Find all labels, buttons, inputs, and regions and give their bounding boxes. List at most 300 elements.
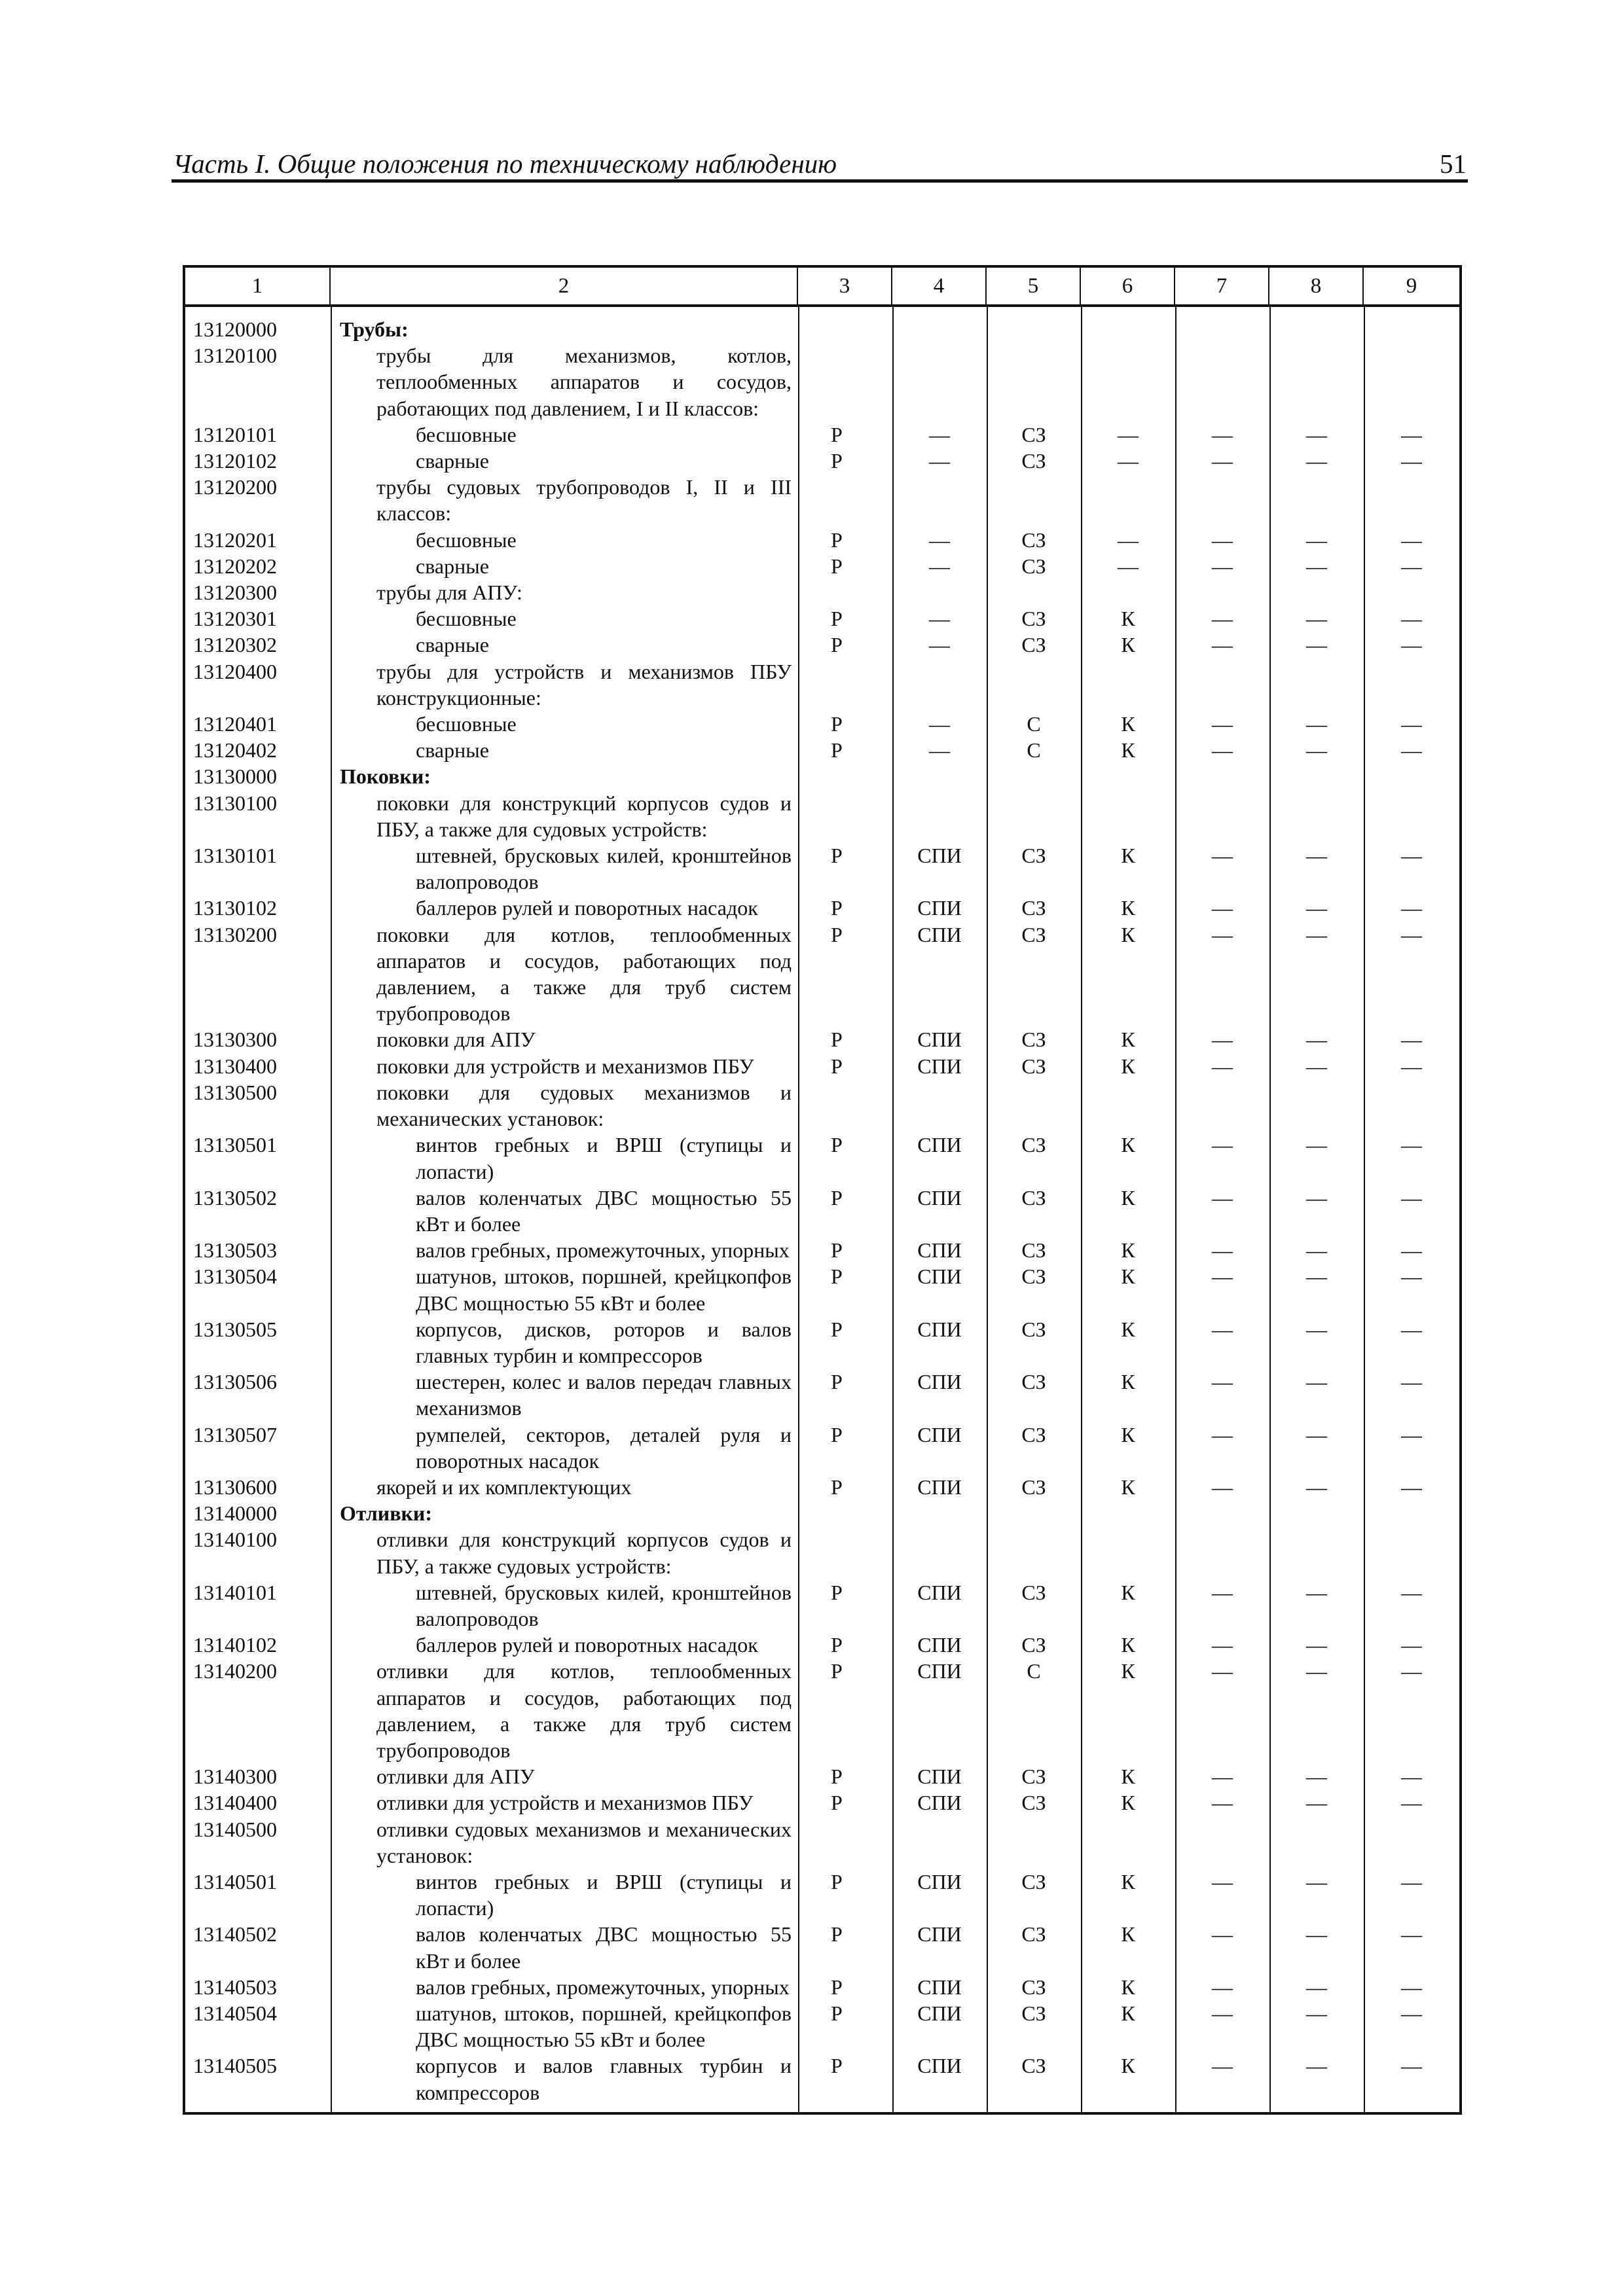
cell-col-3 bbox=[798, 474, 892, 526]
cell-col-8: — bbox=[1306, 1659, 1327, 1683]
cell-col-4: СПИ bbox=[917, 1975, 962, 1999]
cell-col-5: СЗ bbox=[1021, 1975, 1046, 1999]
cell-col-3: Р bbox=[831, 844, 843, 868]
column-number: 8 bbox=[1269, 268, 1364, 304]
cell-col-4: СПИ bbox=[917, 1659, 962, 1683]
item-name: поковки для АПУ bbox=[376, 1028, 536, 1052]
cell-col-6: К bbox=[1121, 1633, 1135, 1657]
cell-col-4: СПИ bbox=[917, 844, 962, 868]
cell-col-6 bbox=[1081, 1816, 1175, 1869]
cell-col-3: Р bbox=[831, 922, 843, 946]
item-name: поковки для конструкций корпусов судов и ПБУ, а также для судовых устройств: bbox=[376, 791, 792, 841]
cell-col-6: К bbox=[1121, 2001, 1135, 2025]
cell-col-5: СЗ bbox=[1021, 1791, 1046, 1815]
column-number: 4 bbox=[892, 268, 987, 304]
cell-col-5: СЗ bbox=[1021, 1265, 1046, 1289]
item-name: винтов гребных и ВРШ (ступицы и лопасти) bbox=[416, 1133, 792, 1183]
cell-col-6: К bbox=[1121, 922, 1135, 946]
cell-col-4 bbox=[892, 658, 987, 711]
item-code: 13130506 bbox=[193, 1370, 277, 1394]
cell-col-5: СЗ bbox=[1021, 1370, 1046, 1394]
cell-col-4: СПИ bbox=[917, 1054, 962, 1078]
cell-col-7: — bbox=[1212, 1475, 1233, 1499]
cell-col-9 bbox=[1364, 763, 1459, 789]
item-name: трубы судовых трубопроводов I, II и III классов: bbox=[376, 475, 792, 526]
cell-col-7: — bbox=[1212, 1422, 1233, 1446]
cell-col-4 bbox=[892, 579, 987, 605]
column-number: 3 bbox=[798, 268, 892, 304]
cell-col-9: — bbox=[1401, 738, 1422, 762]
table-row bbox=[185, 658, 1459, 711]
cell-col-3: Р bbox=[831, 554, 843, 578]
item-code: 13130505 bbox=[193, 1317, 277, 1341]
cell-col-3 bbox=[798, 790, 892, 842]
cell-col-6 bbox=[1081, 658, 1175, 711]
cell-col-7 bbox=[1175, 1500, 1269, 1526]
item-name: поковки для судовых механизмов и механических установок: bbox=[376, 1080, 792, 1131]
cell-col-5 bbox=[987, 1526, 1081, 1579]
cell-col-7: — bbox=[1212, 1975, 1233, 1999]
cell-col-9: — bbox=[1401, 1659, 1422, 1683]
cell-col-8 bbox=[1269, 1526, 1364, 1579]
table-row bbox=[185, 422, 1459, 448]
item-name: отливки для котлов, теплообменных аппаратов и сосудов, работающих под давлением, а также для труб систем трубопроводов bbox=[376, 1659, 792, 1762]
item-code: 13140400 bbox=[193, 1791, 277, 1815]
item-code: 13130400 bbox=[193, 1054, 277, 1078]
cell-col-7 bbox=[1175, 579, 1269, 605]
item-code: 13120202 bbox=[193, 554, 277, 578]
cell-col-4: — bbox=[929, 738, 950, 762]
cell-col-4: СПИ bbox=[917, 1475, 962, 1499]
cell-col-9: — bbox=[1401, 554, 1422, 578]
cell-col-7: — bbox=[1212, 1791, 1233, 1815]
cell-col-8 bbox=[1269, 658, 1364, 711]
cell-col-5 bbox=[987, 1079, 1081, 1132]
cell-col-4 bbox=[892, 763, 987, 789]
cell-col-9: — bbox=[1401, 528, 1422, 552]
cell-col-9: — bbox=[1401, 1765, 1422, 1789]
cell-col-8: — bbox=[1306, 1869, 1327, 1893]
cell-col-5: СЗ bbox=[1021, 844, 1046, 868]
cell-col-8: — bbox=[1306, 1475, 1327, 1499]
table-row bbox=[185, 632, 1459, 658]
cell-col-9: — bbox=[1401, 1028, 1422, 1052]
cell-col-3 bbox=[798, 342, 892, 422]
cell-col-9: — bbox=[1401, 422, 1422, 446]
cell-col-7: — bbox=[1212, 1265, 1233, 1289]
cell-col-9 bbox=[1364, 1816, 1459, 1869]
cell-col-8: — bbox=[1306, 2054, 1327, 2078]
item-name: штевней, брусковых килей, кронштейнов валопроводов bbox=[416, 1580, 792, 1630]
cell-col-4 bbox=[892, 1816, 987, 1869]
cell-col-8: — bbox=[1306, 2001, 1327, 2025]
item-code: 13120101 bbox=[193, 422, 277, 446]
cell-col-4: — bbox=[929, 528, 950, 552]
item-code: 13130000 bbox=[193, 764, 277, 789]
column-divider bbox=[1269, 307, 1271, 2112]
item-name: валов коленчатых ДВС мощностью 55 кВт и более bbox=[416, 1185, 792, 1236]
column-divider bbox=[1081, 307, 1082, 2112]
table-row bbox=[185, 474, 1459, 526]
table-row bbox=[185, 737, 1459, 763]
table-body bbox=[185, 307, 1459, 2112]
running-header-title: Часть I. Общие положения по техническому наблюдению bbox=[173, 149, 837, 179]
cell-col-6: К bbox=[1121, 1975, 1135, 1999]
cell-col-4 bbox=[892, 474, 987, 526]
item-name: шестерен, колес и валов передач главных механизмов bbox=[416, 1370, 792, 1420]
cell-col-3: Р bbox=[831, 528, 843, 552]
cell-col-3 bbox=[798, 1500, 892, 1526]
table-row bbox=[185, 1921, 1459, 1973]
cell-col-4 bbox=[892, 1526, 987, 1579]
cell-col-8: — bbox=[1306, 1765, 1327, 1789]
cell-col-7: — bbox=[1212, 633, 1233, 657]
item-code: 13130503 bbox=[193, 1238, 277, 1263]
table-row bbox=[185, 1316, 1459, 1369]
cell-col-4: СПИ bbox=[917, 1265, 962, 1289]
item-code: 13140300 bbox=[193, 1765, 277, 1789]
cell-col-6: К bbox=[1121, 633, 1135, 657]
cell-col-5: СЗ bbox=[1021, 1922, 1046, 1946]
table-row bbox=[185, 1026, 1459, 1052]
cell-col-9 bbox=[1364, 1526, 1459, 1579]
cell-col-3 bbox=[798, 763, 892, 789]
table-row bbox=[185, 1816, 1459, 1869]
item-name: трубы для механизмов, котлов, теплообменных аппаратов и сосудов, работающих под давлением, I и II классов: bbox=[376, 344, 792, 420]
cell-col-7: — bbox=[1212, 896, 1233, 920]
cell-col-3: Р bbox=[831, 1265, 843, 1289]
item-code: 13120200 bbox=[193, 475, 277, 499]
table-row bbox=[185, 1632, 1459, 1658]
cell-col-7: — bbox=[1212, 844, 1233, 868]
item-code: 13120302 bbox=[193, 633, 277, 657]
item-name: штевней, брусковых килей, кронштейнов валопроводов bbox=[416, 844, 792, 894]
item-name: Поковки: bbox=[340, 764, 431, 789]
cell-col-6 bbox=[1081, 763, 1175, 789]
cell-col-9: — bbox=[1401, 1975, 1422, 1999]
cell-col-7: — bbox=[1212, 1054, 1233, 1078]
cell-col-9: — bbox=[1401, 1317, 1422, 1341]
item-name: отливки судовых механизмов и механических установок: bbox=[376, 1817, 792, 1867]
table-row bbox=[185, 1869, 1459, 1921]
cell-col-8 bbox=[1269, 316, 1364, 342]
table-row bbox=[185, 1974, 1459, 2000]
cell-col-3 bbox=[798, 1816, 892, 1869]
cell-col-5 bbox=[987, 658, 1081, 711]
item-code: 13120402 bbox=[193, 738, 277, 762]
item-code: 13130100 bbox=[193, 791, 277, 815]
cell-col-8: — bbox=[1306, 422, 1327, 446]
item-code: 13120102 bbox=[193, 449, 277, 473]
cell-col-5: СЗ bbox=[1021, 1765, 1046, 1789]
item-name: винтов гребных и ВРШ (ступицы и лопасти) bbox=[416, 1869, 792, 1920]
cell-col-7: — bbox=[1212, 1580, 1233, 1604]
cell-col-4: — bbox=[929, 449, 950, 473]
cell-col-5 bbox=[987, 474, 1081, 526]
cell-col-3: Р bbox=[831, 1054, 843, 1078]
table-row bbox=[185, 1579, 1459, 1632]
item-code: 13120300 bbox=[193, 581, 277, 605]
table-row bbox=[185, 2053, 1459, 2105]
cell-col-8: — bbox=[1306, 554, 1327, 578]
cell-col-8: — bbox=[1306, 449, 1327, 473]
cell-col-4: СПИ bbox=[917, 1028, 962, 1052]
item-code: 13140200 bbox=[193, 1659, 277, 1683]
item-name: корпусов и валов главных турбин и компрессоров bbox=[416, 2054, 792, 2104]
cell-col-4: СПИ bbox=[917, 1633, 962, 1657]
item-name: румпелей, секторов, деталей руля и поворотных насадок bbox=[416, 1422, 792, 1473]
cell-col-4: СПИ bbox=[917, 1370, 962, 1394]
cell-col-7: — bbox=[1212, 1238, 1233, 1263]
page-number: 51 bbox=[1440, 149, 1467, 179]
cell-col-4: — bbox=[929, 633, 950, 657]
cell-col-5: СЗ bbox=[1021, 1475, 1046, 1499]
cell-col-3: Р bbox=[831, 1422, 843, 1446]
cell-col-3 bbox=[798, 579, 892, 605]
cell-col-4: СПИ bbox=[917, 922, 962, 946]
cell-col-5: СЗ bbox=[1021, 922, 1046, 946]
cell-col-8: — bbox=[1306, 1238, 1327, 1263]
cell-col-5 bbox=[987, 1816, 1081, 1869]
cell-col-6: К bbox=[1121, 1265, 1135, 1289]
cell-col-8 bbox=[1269, 474, 1364, 526]
cell-col-3: Р bbox=[831, 712, 843, 736]
cell-col-5: СЗ bbox=[1021, 422, 1046, 446]
cell-col-7: — bbox=[1212, 554, 1233, 578]
cell-col-8: — bbox=[1306, 1028, 1327, 1052]
item-code: 13130101 bbox=[193, 844, 277, 868]
cell-col-9 bbox=[1364, 658, 1459, 711]
cell-col-5 bbox=[987, 790, 1081, 842]
cell-col-3: Р bbox=[831, 1765, 843, 1789]
table-row bbox=[185, 2000, 1459, 2053]
item-code: 13140505 bbox=[193, 2054, 277, 2078]
item-code: 13120000 bbox=[193, 317, 277, 341]
column-divider bbox=[892, 307, 894, 2112]
table-row bbox=[185, 1422, 1459, 1474]
cell-col-6: К bbox=[1121, 1869, 1135, 1893]
item-name: сварные bbox=[416, 554, 489, 578]
item-name: бесшовные bbox=[416, 422, 517, 446]
cell-col-8: — bbox=[1306, 844, 1327, 868]
cell-col-4: СПИ bbox=[917, 1422, 962, 1446]
cell-col-3: Р bbox=[831, 1133, 843, 1157]
cell-col-6: К bbox=[1121, 1922, 1135, 1946]
cell-col-3: Р bbox=[831, 449, 843, 473]
cell-col-5: СЗ bbox=[1021, 896, 1046, 920]
cell-col-9: — bbox=[1401, 1475, 1422, 1499]
cell-col-3: Р bbox=[831, 2001, 843, 2025]
cell-col-8: — bbox=[1306, 1133, 1327, 1157]
cell-col-3: Р bbox=[831, 896, 843, 920]
cell-col-9 bbox=[1364, 579, 1459, 605]
item-name: трубы для АПУ: bbox=[376, 581, 522, 605]
item-code: 13130102 bbox=[193, 896, 277, 920]
cell-col-5: С bbox=[1027, 738, 1041, 762]
item-name: бесшовные bbox=[416, 528, 517, 552]
cell-col-9: — bbox=[1401, 844, 1422, 868]
item-name: баллеров рулей и поворотных насадок bbox=[416, 1633, 758, 1657]
cell-col-5 bbox=[987, 1500, 1081, 1526]
cell-col-7: — bbox=[1212, 449, 1233, 473]
cell-col-8: — bbox=[1306, 633, 1327, 657]
cell-col-4 bbox=[892, 1500, 987, 1526]
cell-col-8 bbox=[1269, 1500, 1364, 1526]
cell-col-3: Р bbox=[831, 1028, 843, 1052]
cell-col-6 bbox=[1081, 316, 1175, 342]
item-name: поковки для устройств и механизмов ПБУ bbox=[376, 1054, 754, 1078]
column-divider bbox=[1175, 307, 1176, 2112]
cell-col-6: К bbox=[1121, 1370, 1135, 1394]
cell-col-7 bbox=[1175, 1079, 1269, 1132]
cell-col-6: К bbox=[1121, 1659, 1135, 1683]
cell-col-8: — bbox=[1306, 712, 1327, 736]
cell-col-4: СПИ bbox=[917, 1580, 962, 1604]
cell-col-7: — bbox=[1212, 607, 1233, 631]
cell-col-8 bbox=[1269, 1079, 1364, 1132]
item-code: 13130600 bbox=[193, 1475, 277, 1499]
cell-col-8: — bbox=[1306, 1633, 1327, 1657]
cell-col-8 bbox=[1269, 579, 1364, 605]
cell-col-3: Р bbox=[831, 422, 843, 446]
cell-col-9: — bbox=[1401, 1922, 1422, 1946]
cell-col-5: СЗ bbox=[1021, 1869, 1046, 1893]
table-row bbox=[185, 1237, 1459, 1263]
column-divider bbox=[798, 307, 799, 2112]
cell-col-7: — bbox=[1212, 2001, 1233, 2025]
table-row bbox=[185, 1789, 1459, 1816]
cell-col-5 bbox=[987, 342, 1081, 422]
cell-col-5: СЗ bbox=[1021, 2054, 1046, 2078]
cell-col-3: Р bbox=[831, 607, 843, 631]
item-code: 13140100 bbox=[193, 1528, 277, 1552]
cell-col-7: — bbox=[1212, 2054, 1233, 2078]
table-row bbox=[185, 553, 1459, 579]
cell-col-6 bbox=[1081, 790, 1175, 842]
cell-col-3: Р bbox=[831, 1317, 843, 1341]
cell-col-4: — bbox=[929, 712, 950, 736]
cell-col-5 bbox=[987, 763, 1081, 789]
item-code: 13120100 bbox=[193, 344, 277, 368]
cell-col-5: СЗ bbox=[1021, 1028, 1046, 1052]
item-name: корпусов, дисков, роторов и валов главных турбин и компрессоров bbox=[416, 1317, 792, 1367]
table-row bbox=[185, 1526, 1459, 1579]
cell-col-9: — bbox=[1401, 1370, 1422, 1394]
cell-col-6 bbox=[1081, 1500, 1175, 1526]
cell-col-4 bbox=[892, 316, 987, 342]
cell-col-8: — bbox=[1306, 1054, 1327, 1078]
cell-col-7 bbox=[1175, 658, 1269, 711]
cell-col-8 bbox=[1269, 763, 1364, 789]
cell-col-5: СЗ bbox=[1021, 1580, 1046, 1604]
item-code: 13130300 bbox=[193, 1028, 277, 1052]
cell-col-7: — bbox=[1212, 1370, 1233, 1394]
cell-col-5: СЗ bbox=[1021, 1238, 1046, 1263]
cell-col-7 bbox=[1175, 790, 1269, 842]
cell-col-7: — bbox=[1212, 422, 1233, 446]
table-row bbox=[185, 1079, 1459, 1132]
cell-col-3 bbox=[798, 1526, 892, 1579]
cell-col-8: — bbox=[1306, 528, 1327, 552]
cell-col-4: СПИ bbox=[917, 1133, 962, 1157]
column-divider bbox=[1364, 307, 1365, 2112]
item-name: валов гребных, промежуточных, упорных bbox=[416, 1238, 790, 1263]
cell-col-5: С bbox=[1027, 712, 1041, 736]
table-row bbox=[185, 579, 1459, 605]
cell-col-7 bbox=[1175, 1816, 1269, 1869]
cell-col-3: Р bbox=[831, 1791, 843, 1815]
item-code: 13140102 bbox=[193, 1633, 277, 1657]
column-number: 5 bbox=[987, 268, 1081, 304]
cell-col-6: К bbox=[1121, 1185, 1135, 1210]
cell-col-3 bbox=[798, 1079, 892, 1132]
cell-col-7: — bbox=[1212, 738, 1233, 762]
item-code: 13130501 bbox=[193, 1133, 277, 1157]
cell-col-9: — bbox=[1401, 1422, 1422, 1446]
table-row bbox=[185, 922, 1459, 1027]
cell-col-8: — bbox=[1306, 1370, 1327, 1394]
item-code: 13120201 bbox=[193, 528, 277, 552]
cell-col-9 bbox=[1364, 474, 1459, 526]
cell-col-6: К bbox=[1121, 1791, 1135, 1815]
cell-col-9: — bbox=[1401, 1238, 1422, 1263]
cell-col-5: СЗ bbox=[1021, 607, 1046, 631]
item-name: Трубы: bbox=[340, 317, 409, 341]
item-code: 13130502 bbox=[193, 1185, 277, 1210]
cell-col-9 bbox=[1364, 1079, 1459, 1132]
cell-col-5: СЗ bbox=[1021, 1317, 1046, 1341]
item-name: валов коленчатых ДВС мощностью 55 кВт и более bbox=[416, 1922, 792, 1973]
cell-col-7 bbox=[1175, 1526, 1269, 1579]
cell-col-5: СЗ bbox=[1021, 1133, 1046, 1157]
cell-col-5 bbox=[987, 579, 1081, 605]
cell-col-3 bbox=[798, 658, 892, 711]
cell-col-8: — bbox=[1306, 1317, 1327, 1341]
table-row bbox=[185, 342, 1459, 422]
table-row bbox=[185, 1185, 1459, 1237]
cell-col-9: — bbox=[1401, 1580, 1422, 1604]
cell-col-6: К bbox=[1121, 1133, 1135, 1157]
cell-col-9: — bbox=[1401, 922, 1422, 946]
cell-col-8: — bbox=[1306, 1975, 1327, 1999]
cell-col-3: Р bbox=[831, 738, 843, 762]
cell-col-9: — bbox=[1401, 2054, 1422, 2078]
cell-col-5 bbox=[987, 316, 1081, 342]
cell-col-6: — bbox=[1118, 449, 1139, 473]
cell-col-9: — bbox=[1401, 2001, 1422, 2025]
cell-col-6: К bbox=[1121, 1054, 1135, 1078]
item-name: отливки для конструкций корпусов судов и ПБУ, а также судовых устройств: bbox=[376, 1528, 792, 1578]
cell-col-8: — bbox=[1306, 1922, 1327, 1946]
item-name: сварные bbox=[416, 449, 489, 473]
cell-col-9: — bbox=[1401, 1185, 1422, 1210]
cell-col-9 bbox=[1364, 342, 1459, 422]
table-row bbox=[185, 790, 1459, 842]
cell-col-9: — bbox=[1401, 1265, 1422, 1289]
cell-col-4: СПИ bbox=[917, 1238, 962, 1263]
table-row bbox=[185, 448, 1459, 474]
table-row bbox=[185, 1763, 1459, 1789]
cell-col-7: — bbox=[1212, 528, 1233, 552]
cell-col-6: К bbox=[1121, 1580, 1135, 1604]
cell-col-4 bbox=[892, 1079, 987, 1132]
cell-col-3: Р bbox=[831, 1869, 843, 1893]
item-code: 13140101 bbox=[193, 1580, 277, 1604]
table-row bbox=[185, 763, 1459, 789]
cell-col-5: СЗ bbox=[1021, 1054, 1046, 1078]
cell-col-3 bbox=[798, 316, 892, 342]
cell-col-5: СЗ bbox=[1021, 1633, 1046, 1657]
